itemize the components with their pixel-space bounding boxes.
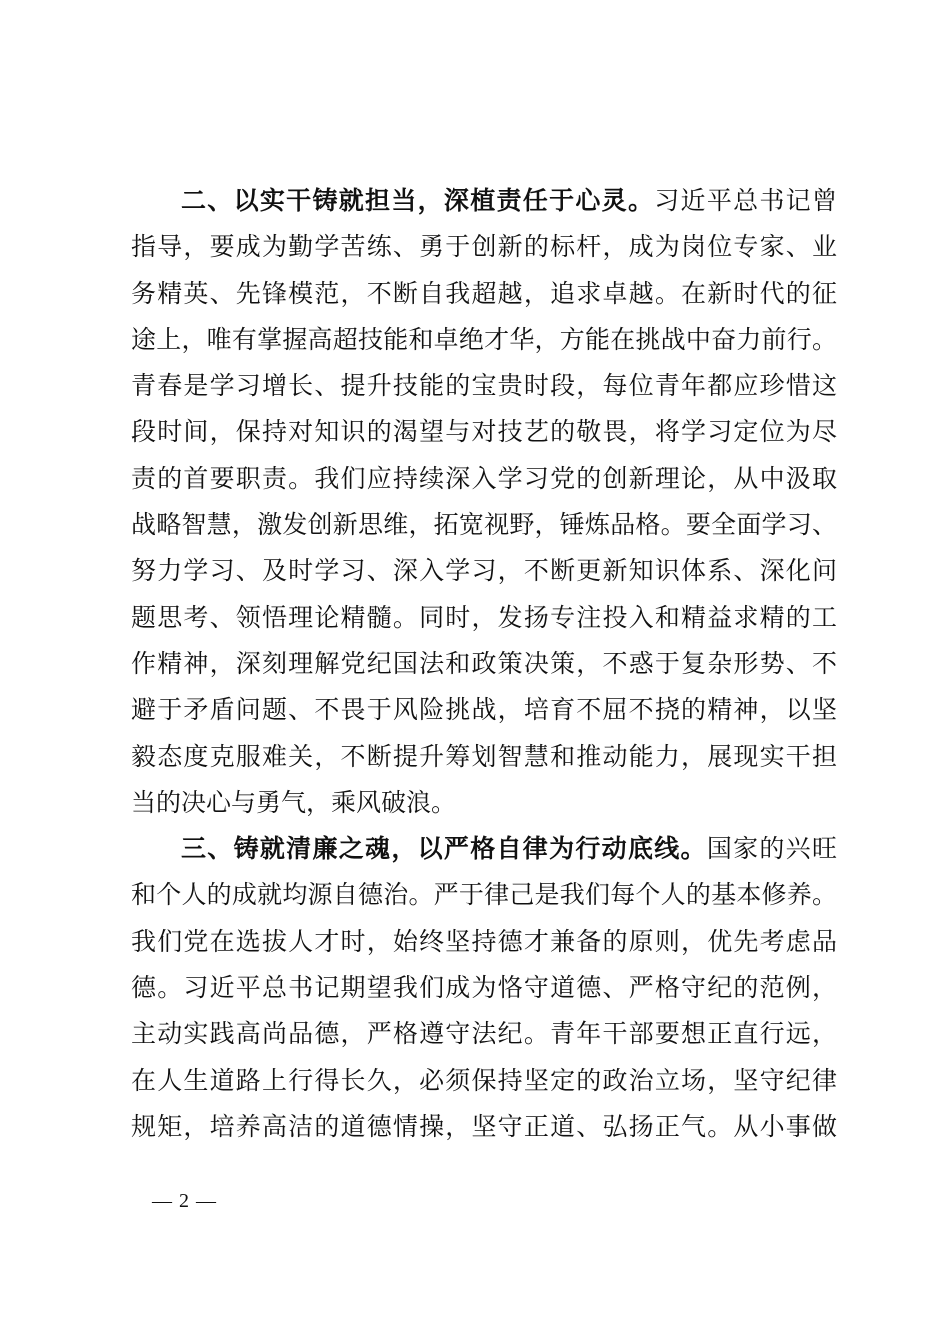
paragraph-1-line-12: 避于矛盾问题、不畏于风险挑战，培育不屈不挠的精神，以坚 (131, 695, 837, 725)
paragraph-1-line-6: 段时间，保持对知识的渴望与对技艺的敬畏，将学习定位为尽 (131, 417, 837, 447)
paragraph-2-line-2: 和个人的成就均源自德治。严于律己是我们每个人的基本修养。 (131, 880, 837, 910)
document-body (131, 178, 837, 1150)
paragraph-2-line-7: 规矩，培养高洁的道德情操，坚守正道、弘扬正气。从小事做 (131, 1111, 837, 1141)
paragraph-1-line-9: 努力学习、及时学习、深入学习，不断更新知识体系、深化问 (131, 556, 837, 586)
paragraph-1-line-1 (131, 178, 837, 224)
paragraph-2-line-1 (131, 826, 837, 872)
paragraph-2-heading: 三、铸就清廉之魂，以严格自律为行动底线。 (181, 834, 707, 864)
paragraph-1-line-13: 毅态度克服难关，不断提升筹划智慧和推动能力，展现实干担 (131, 741, 837, 771)
page-number: — 2 — (152, 1190, 217, 1212)
paragraph-1-line-10: 题思考、领悟理论精髓。同时，发扬专注投入和精益求精的工 (131, 602, 837, 632)
paragraph-1-heading: 二、以实干铸就担当，深植责任于心灵。 (181, 186, 655, 215)
paragraph-1-line-8: 战略智慧，激发创新思维，拓宽视野，锤炼品格。要全面学习、 (131, 510, 837, 540)
paragraph-1-line-7: 责的首要职责。我们应持续深入学习党的创新理论，从中汲取 (131, 463, 837, 493)
paragraph-2-line-6: 在人生道路上行得长久，必须保持坚定的政治立场，坚守纪律 (131, 1065, 837, 1095)
paragraph-1-line-2: 指导，要成为勤学苦练、勇于创新的标杆，成为岗位专家、业 (131, 232, 837, 262)
paragraph-2-line-3: 我们党在选拔人才时，始终坚持德才兼备的原则，优先考虑品 (131, 926, 837, 956)
paragraph-2-line-5: 主动实践高尚品德，严格遵守法纪。青年干部要想正直行远， (131, 1019, 837, 1049)
paragraph-2-text: 国家的兴旺 (706, 834, 837, 864)
paragraph-2-line-4: 德。习近平总书记期望我们成为恪守道德、严格守纪的范例， (131, 973, 837, 1003)
paragraph-2 (131, 826, 837, 1150)
paragraph-1-line-11: 作精神，深刻理解党纪国法和政策决策，不惑于复杂形势、不 (131, 648, 837, 678)
paragraph-1-line-4: 途上，唯有掌握高超技能和卓绝才华，方能在挑战中奋力前行。 (131, 324, 837, 354)
paragraph-1-line-3: 务精英、先锋模范，不断自我超越，追求卓越。在新时代的征 (131, 278, 837, 308)
paragraph-1-line-5: 青春是学习增长、提升技能的宝贵时段，每位青年都应珍惜这 (131, 371, 837, 401)
paragraph-1-text: 习近平总书记曾 (654, 186, 837, 215)
paragraph-1 (131, 178, 837, 826)
paragraph-1-line-14: 当的决心与勇气，乘风破浪。 (131, 787, 457, 817)
